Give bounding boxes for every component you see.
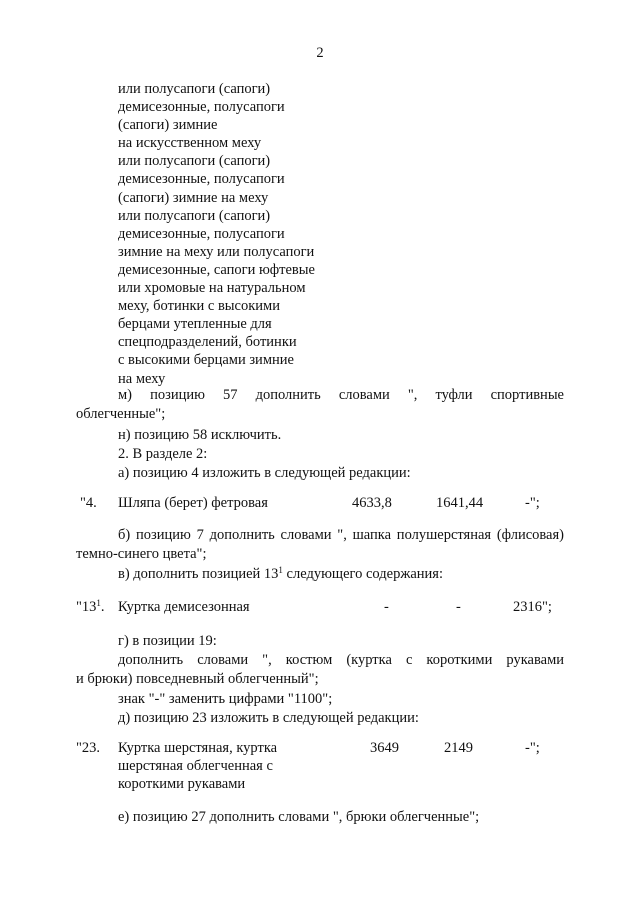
paragraph-v: в) дополнить позицией $13^1$ следующего содержания: bbox=[118, 565, 443, 582]
row-4-number: "4. bbox=[80, 495, 97, 511]
row-23-value-1: 3649 bbox=[370, 740, 399, 756]
list-line: демисезонные, полусапоги bbox=[118, 225, 285, 242]
paragraph-g: г) в позиции 19: bbox=[118, 633, 217, 649]
paragraph-g-add-line1: дополнить словами ", костюм (куртка с короткими рукавами bbox=[118, 652, 564, 668]
row-23-number: "23. bbox=[76, 740, 101, 756]
list-line: или полусапоги (сапоги) bbox=[118, 207, 271, 224]
page-number: 2 bbox=[316, 45, 324, 61]
list-line: демисезонные, сапоги юфтевые bbox=[118, 261, 315, 278]
paragraph-b-line1: б) позицию 7 дополнить словами ", шапка полушерстяная (флисовая) bbox=[118, 527, 564, 543]
row-23-value-3: -"; bbox=[525, 740, 540, 756]
paragraph-d: д) позицию 23 изложить в следующей редакции: bbox=[118, 710, 419, 726]
row-13-number: "$13^1$. bbox=[76, 598, 105, 615]
list-line: берцами утепленные для bbox=[118, 316, 272, 333]
list-line: зимние на меху или полусапоги bbox=[118, 243, 315, 260]
paragraph-znak: знак "-" заменить цифрами "1100"; bbox=[118, 691, 333, 707]
list-line: или полусапоги (сапоги) bbox=[118, 81, 271, 97]
row-23-name-line-1: Куртка шерстяная, куртка bbox=[118, 740, 278, 756]
row-13-value-3: 2316"; bbox=[513, 599, 552, 615]
list-line: на меху bbox=[118, 370, 166, 387]
paragraph-section-2: 2. В разделе 2: bbox=[118, 446, 208, 462]
list-line: спецподразделений, ботинки bbox=[118, 334, 297, 351]
row-4-value-1: 4633,8 bbox=[352, 495, 392, 511]
list-line: демисезонные, полусапоги bbox=[118, 171, 285, 188]
paragraph-m-line2: облегченные"; bbox=[76, 405, 166, 422]
list-line: или хромовые на натуральном bbox=[118, 280, 306, 297]
row-13-value-2: - bbox=[456, 599, 461, 615]
row-13-name: Куртка демисезонная bbox=[118, 599, 250, 615]
list-line: с высокими берцами зимние bbox=[118, 352, 294, 369]
paragraph-b bbox=[76, 526, 564, 563]
row-23-name-line-2: шерстяная облегченная с bbox=[118, 758, 273, 774]
continued-item-list bbox=[118, 80, 315, 388]
row-4-name: Шляпа (берет) фетровая bbox=[118, 495, 268, 511]
row-23-value-2: 2149 bbox=[444, 740, 473, 756]
paragraph-n: н) позицию 58 исключить. bbox=[118, 427, 282, 443]
paragraph-m-line1: м) позицию 57 дополнить словами ", туфли спортивные bbox=[118, 387, 564, 403]
row-4-value-2: 1641,44 bbox=[436, 495, 484, 511]
paragraph-m bbox=[76, 386, 564, 423]
list-line: или полусапоги (сапоги) bbox=[118, 153, 271, 170]
row-13-value-1: - bbox=[384, 599, 389, 615]
row-4-value-3: -"; bbox=[525, 495, 540, 511]
paragraph-e: е) позицию 27 дополнить словами ", брюки облегченные"; bbox=[118, 809, 480, 825]
paragraph-a: а) позицию 4 изложить в следующей редакции: bbox=[118, 465, 411, 481]
list-line: (сапоги) зимние bbox=[118, 117, 218, 134]
paragraph-g-add bbox=[76, 651, 564, 688]
paragraph-b-line2: темно-синего цвета"; bbox=[76, 545, 207, 562]
list-line: меху, ботинки с высокими bbox=[118, 298, 280, 315]
list-line: демисезонные, полусапоги bbox=[118, 99, 285, 116]
list-line: (сапоги) зимние на меху bbox=[118, 189, 269, 206]
row-23-name-line-3: короткими рукавами bbox=[118, 776, 246, 792]
paragraph-g-add-line2: и брюки) повседневный облегченный"; bbox=[76, 670, 319, 687]
list-line: на искусственном меху bbox=[118, 135, 262, 152]
